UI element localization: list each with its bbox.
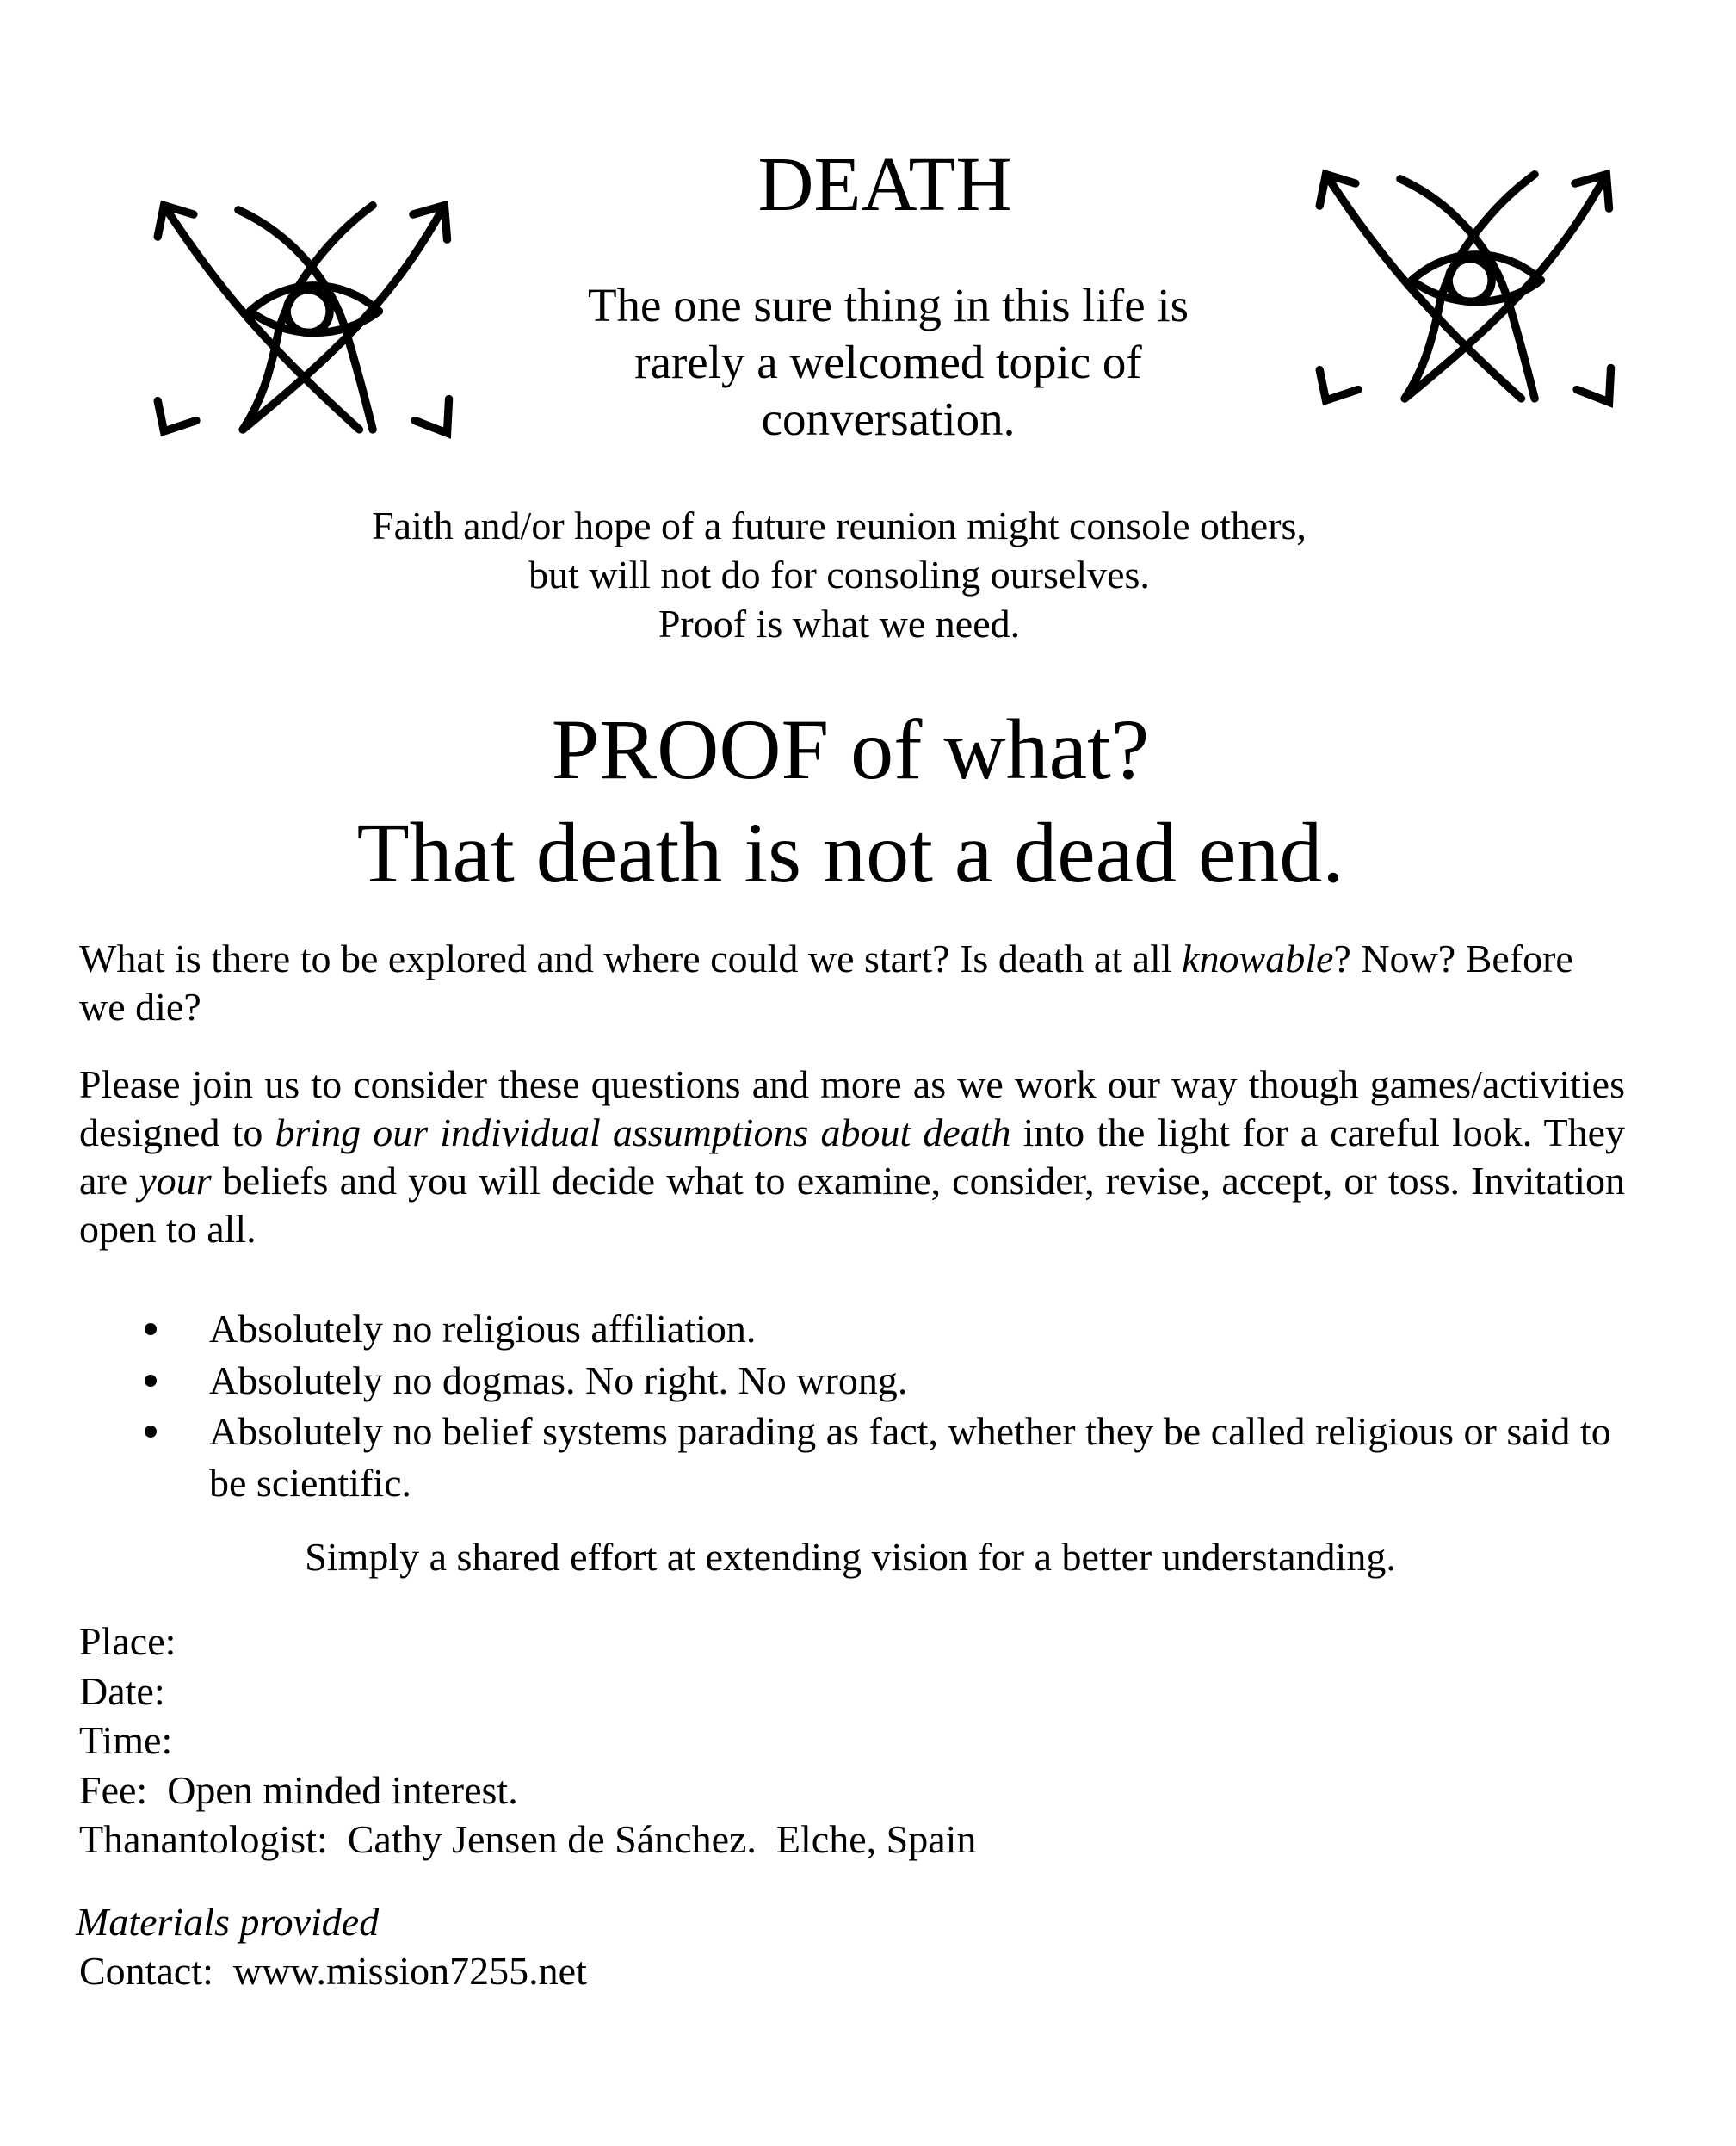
materials-note: Materials provided [76, 1900, 380, 1944]
subtitle-line: The one sure thing in this life is [587, 279, 1189, 331]
faith-line: Faith and/or hope of a future reunion might console others, [372, 504, 1307, 547]
proof-heading [0, 698, 1701, 905]
list-item-text: Absolutely no dogmas. No right. No wrong. [209, 1357, 908, 1402]
proof-heading-line: PROOF of what? [551, 702, 1150, 797]
intro-paragraph [79, 935, 1625, 1031]
invitation-paragraph [79, 1061, 1625, 1253]
rules-list [79, 1303, 1625, 1508]
list-item [79, 1406, 1625, 1508]
bullet-icon [145, 1323, 157, 1335]
event-info [79, 1617, 976, 1865]
bullet-icon [145, 1426, 157, 1438]
place-label: Place: [79, 1619, 176, 1663]
list-item [79, 1303, 1625, 1355]
closing-line: Simply a shared effort at extending vision for a better understanding. [305, 1535, 1396, 1579]
invitation-text: beliefs and you will decide what to examine, consider, revise, accept, or toss. Invitation open to all. [79, 1159, 1625, 1251]
bullet-icon [145, 1375, 157, 1387]
contact-line[interactable]: Contact: www.mission7255.net [79, 1949, 587, 1993]
page-title: DEATH [757, 142, 1012, 227]
invitation-italic-your: your [139, 1159, 212, 1203]
date-label: Date: [79, 1668, 165, 1713]
intro-text: What is there to be explored and where could we start? Is death at all [79, 937, 1183, 980]
subtitle [0, 277, 1736, 448]
list-item [79, 1355, 1625, 1407]
time-label: Time: [79, 1718, 173, 1762]
faith-line: but will not do for consoling ourselves. [528, 553, 1150, 597]
proof-heading-line: That death is not a dead end. [356, 805, 1344, 900]
subtitle-line: conversation. [761, 393, 1016, 445]
list-item-text: Absolutely no religious affiliation. [209, 1307, 757, 1351]
invitation-text: into the light for a careful look. They are [79, 1110, 1626, 1203]
thanatologist-line: Thanantologist: Cathy Jensen de Sánchez. Elche, Spain [79, 1817, 977, 1861]
faith-statement [0, 501, 1678, 648]
fee-line: Fee: Open minded interest. [79, 1767, 518, 1812]
invitation-italic: bring our individual assumptions about death [275, 1110, 1011, 1154]
subtitle-line: rarely a welcomed topic of [634, 336, 1142, 388]
list-item-text: Absolutely no belief systems parading as fact, whether they be called religious or said to be scientific. [209, 1409, 1611, 1505]
intro-text-end: ? Now? Before we die? [79, 937, 1573, 1029]
faith-line: Proof is what we need. [658, 602, 1021, 646]
intro-italic-knowable: knowable [1182, 937, 1334, 980]
invitation-text: Please join us to consider these questions and more as we work our way though games/activities designed to [79, 1062, 1625, 1154]
